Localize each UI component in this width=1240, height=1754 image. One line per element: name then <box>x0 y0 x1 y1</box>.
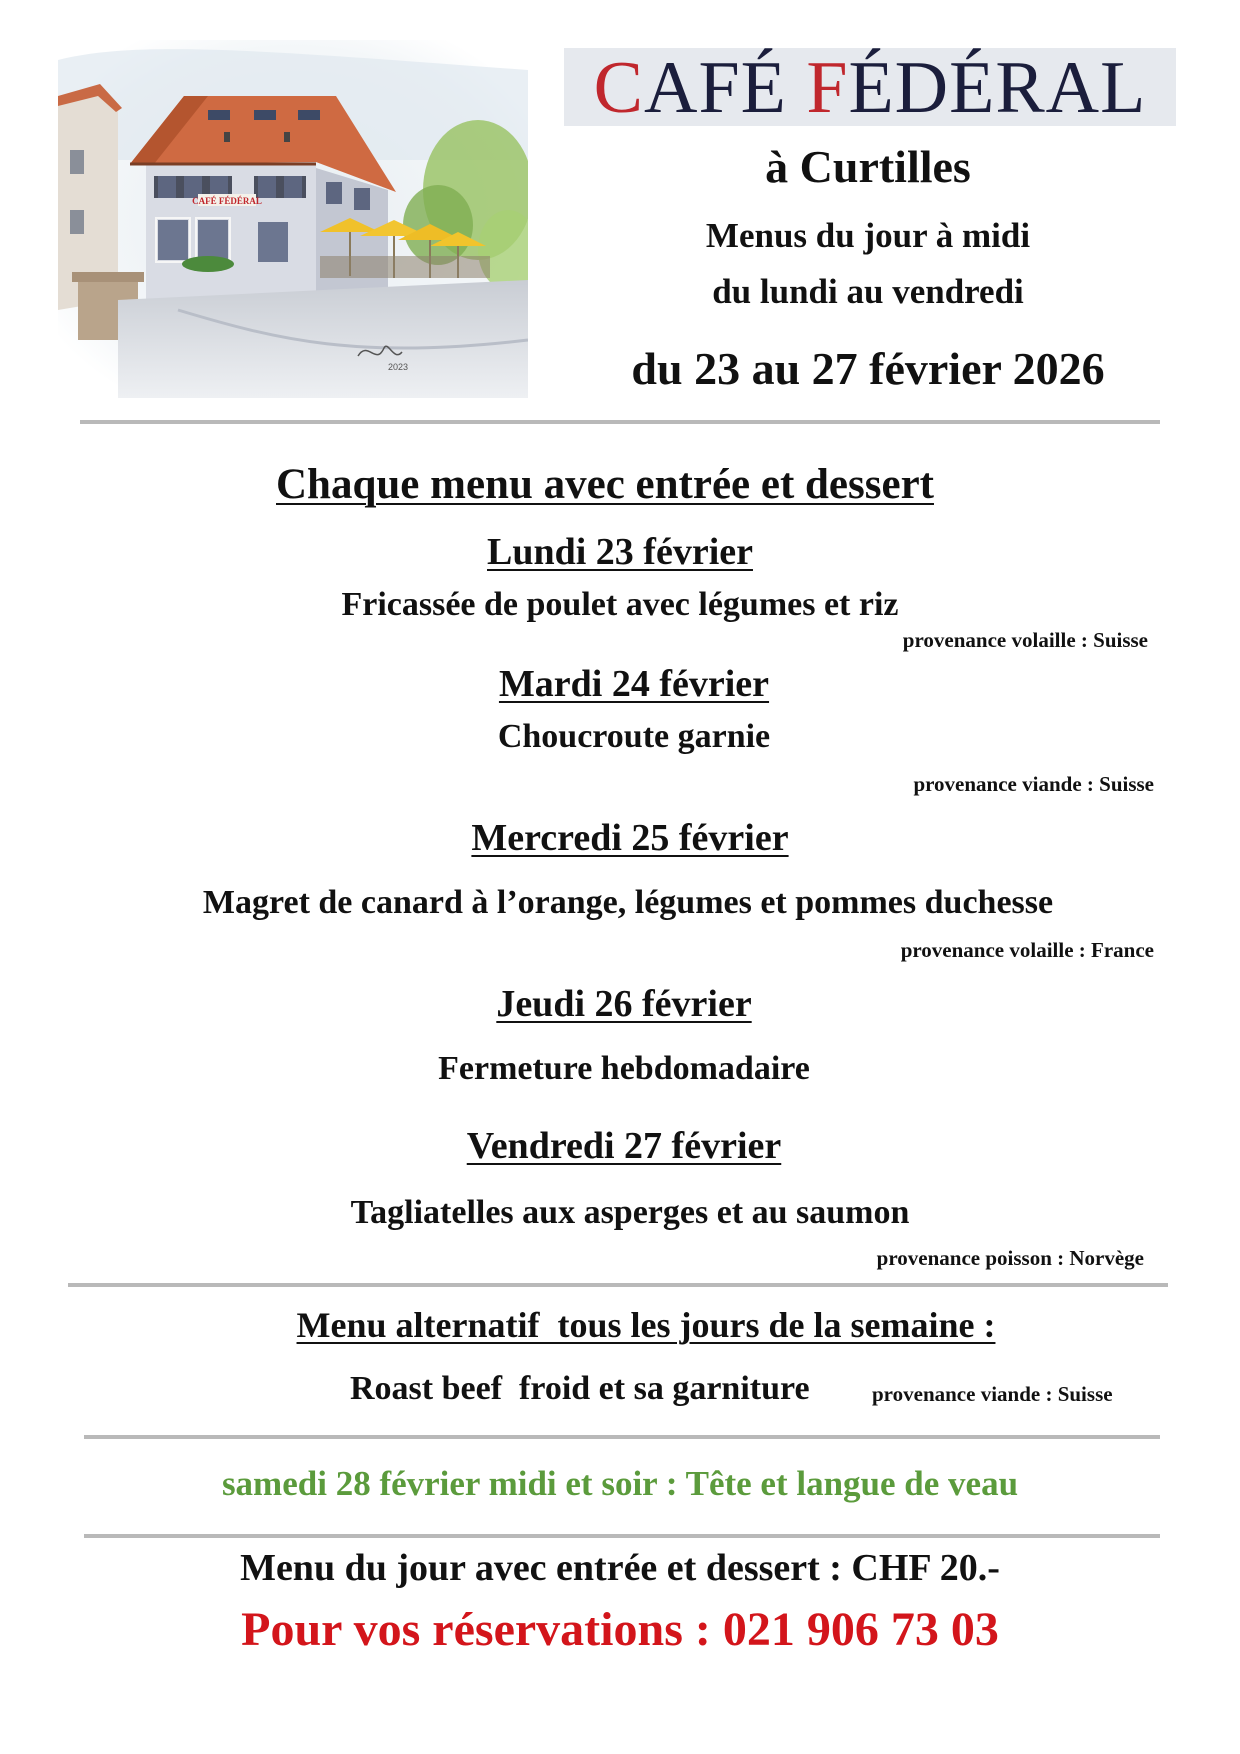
brand-part-afe: AFÉ <box>644 47 807 129</box>
dish: Choucroute garnie <box>497 718 771 755</box>
cafe-illustration <box>58 40 528 398</box>
day-label: Lundi 23 février <box>487 531 753 573</box>
day-label: Mardi 24 février <box>498 663 770 705</box>
illustration-sign: CAFÉ FÉDÉRAL <box>192 196 262 206</box>
alternative-heading <box>26 1304 1240 1346</box>
intro-heading <box>0 460 1225 509</box>
alternative-provenance: provenance viande : Suisse <box>872 1382 1113 1406</box>
provenance: provenance volaille : Suisse <box>902 628 1148 652</box>
divider <box>84 1435 1160 1439</box>
brand-initial-c: C <box>593 47 645 129</box>
subtitle-line-1: Menus du jour à midi <box>705 216 1031 255</box>
price-info: Menu du jour avec entrée et dessert : CHF 20.- <box>240 1547 1000 1589</box>
provenance: provenance volaille : France <box>900 938 1154 962</box>
day-heading <box>4 982 1240 1026</box>
illustration-signature-year: 2023 <box>388 362 409 372</box>
day-heading <box>14 662 1240 706</box>
dish: Fricassée de poulet avec légumes et riz <box>341 586 899 623</box>
provenance: provenance poisson : Norvège <box>876 1246 1144 1270</box>
day-label: Vendredi 27 février <box>466 1125 782 1167</box>
day-label: Mercredi 25 février <box>471 817 789 859</box>
brand-initial-f: F <box>806 47 849 129</box>
alternative-dish: Roast beef froid et sa garniture <box>350 1370 810 1407</box>
divider <box>84 1534 1160 1538</box>
location: à Curtilles <box>765 141 971 192</box>
subtitle-line-2: du lundi au vendredi <box>712 272 1024 311</box>
week-range: du 23 au 27 février 2026 <box>631 343 1105 394</box>
divider <box>80 420 1160 424</box>
dish: Magret de canard à l’orange, légumes et pommes duchesse <box>202 884 1054 921</box>
reservation-phone: Pour vos réservations : 021 906 73 03 <box>241 1603 999 1656</box>
dish: Tagliatelles aux asperges et au saumon <box>350 1194 910 1231</box>
day-heading <box>10 816 1240 860</box>
special-announcement: samedi 28 février midi et soir : Tête et langue de veau <box>221 1464 1019 1503</box>
dish: Fermeture hebdomadaire <box>438 1050 810 1087</box>
intro-text: Chaque menu avec entrée et dessert <box>276 461 934 508</box>
day-label: Jeudi 26 février <box>496 983 752 1025</box>
brand-part-ederal: ÉDÉRAL <box>848 47 1147 129</box>
brand-title <box>564 47 1176 129</box>
provenance: provenance viande : Suisse <box>913 772 1154 796</box>
divider <box>68 1283 1168 1287</box>
day-heading <box>0 530 1240 574</box>
day-heading <box>4 1124 1240 1168</box>
alternative-title: Menu alternatif tous les jours de la semaine : <box>296 1305 996 1345</box>
